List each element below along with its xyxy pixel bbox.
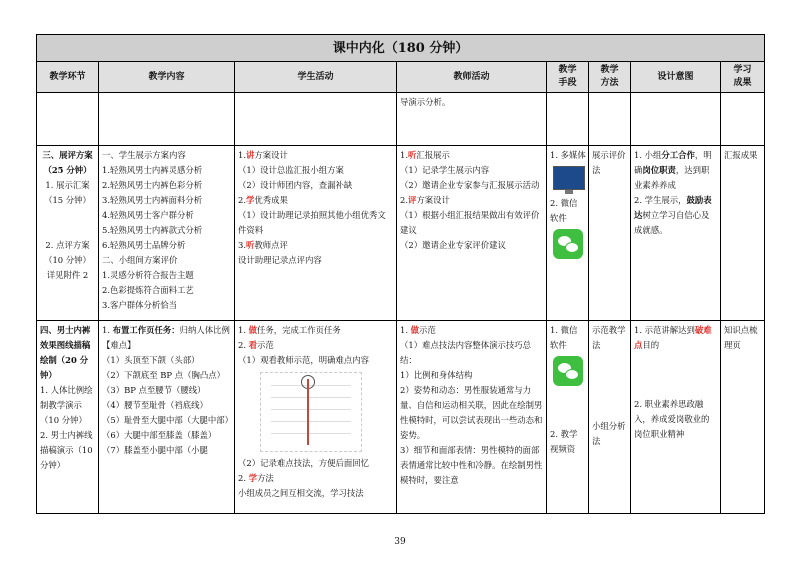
teacher-cell: 导演示分析。	[397, 93, 547, 146]
means-cell: 1. 微信软件 2. 教学视频资	[547, 321, 589, 514]
wechat-icon	[553, 229, 583, 259]
table-row	[37, 146, 765, 321]
multimedia-screen-icon	[553, 166, 585, 190]
result-cell: 汇报成果	[721, 146, 765, 321]
teacher-cell: 1. 做示范 （1）难点技法内容整体演示技巧总结： 1）比例和身体结构 2）姿势和动态：男性服装通常与力量、自信和运动相关联，因此在绘制男性模特时，可以尝试表现出一些动态和姿势。 3）细节和面部表情：男性模特的面部表情通常比较中性和冷静。在绘制男性模特时，要注意	[397, 321, 547, 514]
intent-cell: 1. 小组分工合作，明确岗位职责，达到职业素养养成 2. 学生展示，鼓励表达树立学习自信心及成就感。	[631, 146, 721, 321]
stage-cell: 四、男士内裤效果图线描稿绘制（20 分钟） 1. 人体比例绘制教学演示（10 分钟） 2. 男士内裤线描稿演示（10 分钟）	[37, 321, 99, 514]
header-means: 教学 手段	[547, 62, 589, 93]
method-cell: 展示评价法	[589, 146, 631, 321]
lesson-plan-table	[36, 34, 765, 514]
header-method: 教学 方法	[589, 62, 631, 93]
stage-cell: 三、展评方案 （25 分钟） 1. 展示汇案 （15 分钟） 2. 点评方案 （10 分钟） 详见附件 2	[37, 146, 99, 321]
student-cell: 1. 做任务，完成工作页任务 2. 看示范 （1）观看教师示范，明确难点内容 （2）记录难点技法，方便后面回忆 2. 学方法 小组成员之间互相交流，学习技法	[235, 321, 397, 514]
body-proportion-figure	[260, 372, 362, 452]
content-cell: 一、学生展示方案内容 1.轻熟风男士内裤灵感分析 2.轻熟风男士内裤色彩分析 3.轻熟风男士内裤面料分析 4.轻熟风男士客户群分析 5.轻熟风男士内裤款式分析 6.轻熟风男士品牌分析 二、小组间方案评价 1.灵感分析符合报告主题 2.色彩提炼符合面料工艺 3.客户群体分析恰当	[99, 146, 235, 321]
page-number: 39	[394, 537, 406, 547]
header-intent: 设计意图	[631, 62, 721, 93]
header-row	[37, 62, 765, 93]
header-teacher: 教师活动	[397, 62, 547, 93]
header-student: 学生活动	[235, 62, 397, 93]
intent-cell: 1. 示范讲解达到破难点目的 2. 职业素养思政融入，养成爱岗敬业的岗位职业精神	[631, 321, 721, 514]
means-cell: 1. 多媒体 2. 微信软件	[547, 146, 589, 321]
header-stage: 教学环节	[37, 62, 99, 93]
teacher-cell: 1.听汇报展示 （1）记录学生展示内容 （2）邀请企业专家参与汇报展示活动 2.评方案设计 （1）根据小组汇报结果做出有效评价建议 （2）邀请企业专家评价建议	[397, 146, 547, 321]
title-row	[37, 35, 765, 62]
result-cell: 知识点梳理页	[721, 321, 765, 514]
table-title: 课中内化（180 分钟）	[37, 35, 765, 62]
header-content: 教学内容	[99, 62, 235, 93]
method-cell: 示范教学法 小组分析法	[589, 321, 631, 514]
student-cell: 1.讲方案设计 （1）设计总监汇报小组方案 （2）设计师团内容，查漏补缺 2.学优秀成果 （1）设计助理记录拍照其他小组优秀文件资料 3.听教师点评 设计助理记录点评内容	[235, 146, 397, 321]
content-cell: 1. 布置工作页任务：归纳人体比例【难点】 （1）头顶至下颌（头部） （2）下颌底至 BP 点（胸凸点） （3）BP 点至腰节（腰线） （4）腰节至耻骨（裆底线） （5）耻骨至大腿中部（大腿中部） （6）大腿中部至膝盖（膝盖） （7）膝盖至小腿中部（小腿	[99, 321, 235, 514]
header-result: 学习 成果	[721, 62, 765, 93]
table-row	[37, 93, 765, 146]
table-row	[37, 321, 765, 514]
wechat-icon	[553, 356, 583, 386]
